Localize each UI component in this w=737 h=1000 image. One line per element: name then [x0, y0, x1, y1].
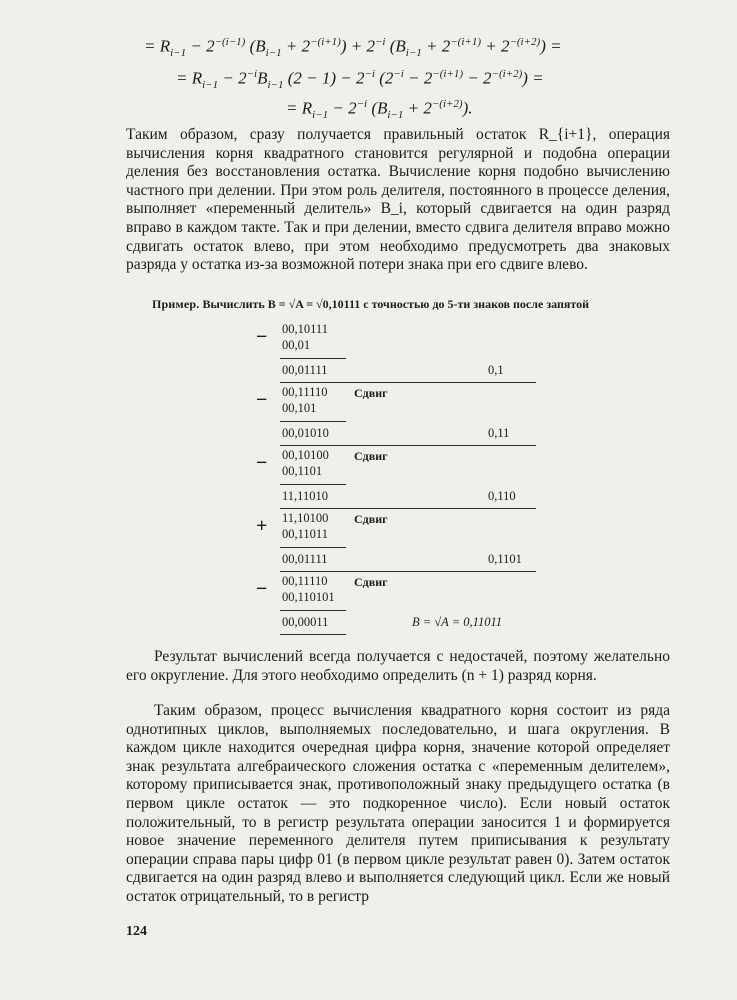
calc-row-line — [280, 445, 536, 446]
calc-result: 00,01010 — [282, 426, 329, 440]
example-heading — [152, 297, 672, 311]
calc-result: 00,01111 — [282, 363, 328, 377]
calc-operand-b: 00,101 — [282, 401, 317, 415]
calc-operator: − — [256, 578, 268, 600]
calc-underline — [280, 358, 346, 359]
page-number: 124 — [126, 924, 147, 939]
calc-operand-a: 00,11110 — [282, 385, 328, 399]
calc-quotient: 0,110 — [488, 489, 516, 503]
formula-line-2: = $R_{i-1} - 2^{-i}B_{i-1}$ $(2 - 1) - 2^{-i}$ $(2^{-i} - 2^{-(i+1)} - 2^{-(i+2)})$ = — [176, 68, 544, 92]
calc-quotient: 0,1101 — [488, 552, 522, 566]
paragraph-2-text: Результат вычислений всегда получается с недостачей, поэтому желательно его округление. Для этого необходимо определить (n + 1) разряд корня. — [126, 648, 670, 684]
calc-row-line — [280, 571, 536, 572]
calc-operand-a: 11,10100 — [282, 511, 329, 525]
calc-shift-label: Сдвиг — [354, 512, 388, 526]
formula-line-1: = $R_{i-1} - 2^{-(i-1)}$ $(B_{i-1} + 2^{-(i+1)}) + 2^{-i}$ $(B_{i-1} + 2^{-(i+1)} + 2^{-(i+2)})$ = — [144, 36, 562, 60]
calc-underline — [280, 610, 346, 611]
calc-underline — [280, 547, 346, 548]
paragraph-2 — [126, 648, 670, 685]
calc-result: 00,00011 — [282, 615, 329, 629]
paragraph-1 — [126, 126, 670, 275]
calc-result: 11,11010 — [282, 489, 328, 503]
calc-operand-b: 00,01 — [282, 338, 311, 352]
calc-quotient: 0,11 — [488, 426, 510, 440]
calc-operator: − — [256, 389, 268, 411]
calc-operand-b: 00,1101 — [282, 464, 323, 478]
calc-row-line — [280, 382, 536, 383]
calc-quotient: 0,1 — [488, 363, 504, 377]
calc-underline — [280, 484, 346, 485]
calc-operand-a: 00,10111 — [282, 322, 328, 336]
calc-underline — [280, 421, 346, 422]
calc-operator: − — [256, 326, 268, 348]
calculation-table — [256, 322, 546, 634]
calc-operator: − — [256, 452, 268, 474]
calc-operand-b: 00,11011 — [282, 527, 328, 541]
calc-operand-a: 00,11110 — [282, 574, 328, 588]
calc-shift-label: Сдвиг — [354, 575, 388, 589]
example-text: Вычислить B = √A = √0,10111 с точностью до 5-ти знаков после запятой — [202, 297, 590, 311]
calc-result: 00,01111 — [282, 552, 328, 566]
calc-operand-b: 00,110101 — [282, 590, 335, 604]
calc-operator: + — [256, 515, 268, 537]
calc-quotient: B = √A = 0,11011 — [412, 615, 503, 629]
calc-row-line — [280, 508, 536, 509]
paragraph-1-text: Таким образом, сразу получается правильный остаток R_{i+1}, операция вычисления корня квадратного становится регулярной и подобна операции деления без восстановления остатка. Вычисление корня подобно вычислению частного при делении. При этом роль делителя, постоянного в процессе деления, выполняет «переменный делитель» B_i, который сдвигается на один разряд вправо в каждом такте. Так и при делении, вместо сдвига делителя вправо можно сдвигать остаток влево, при этом необходимо предусмотреть два знаковых разряда у остатка из-за возможной потери знака при его сдвиге влево. — [126, 126, 670, 274]
calc-row-line — [280, 634, 346, 635]
calc-operand-a: 00,10100 — [282, 448, 329, 462]
calc-shift-label: Сдвиг — [354, 449, 388, 463]
calc-shift-label: Сдвиг — [354, 386, 388, 400]
formula-line-3: = $R_{i-1} - 2^{-i}$ $(B_{i-1} + 2^{-(i+2)})$. — [286, 98, 473, 122]
example-label: Пример. — [152, 297, 200, 311]
paragraph-3 — [126, 702, 670, 907]
paragraph-3-text: Таким образом, процесс вычисления квадратного корня состоит из ряда однотипных циклов, выполняемых последовательно, и шага округления. В каждом цикле находится очередная цифра корня, значение которой определяет знак результата алгебраического сложения остатка с «переменным делителем», которому приписывается знак, противоположный знаку предыдущего остатка (в первом цикле остаток — это подкоренное число). Если новый остаток положительный, то в регистр результата операции заносится 1 и формируется новое значение переменного делителя путем приписывания к результату операции справа пары цифр 01 (в первом цикле результат равен 0). Затем остаток сдвигается на один разряд влево и выполняется следующий цикл. Если же новый остаток отрицательный, то в регистр — [126, 702, 670, 905]
